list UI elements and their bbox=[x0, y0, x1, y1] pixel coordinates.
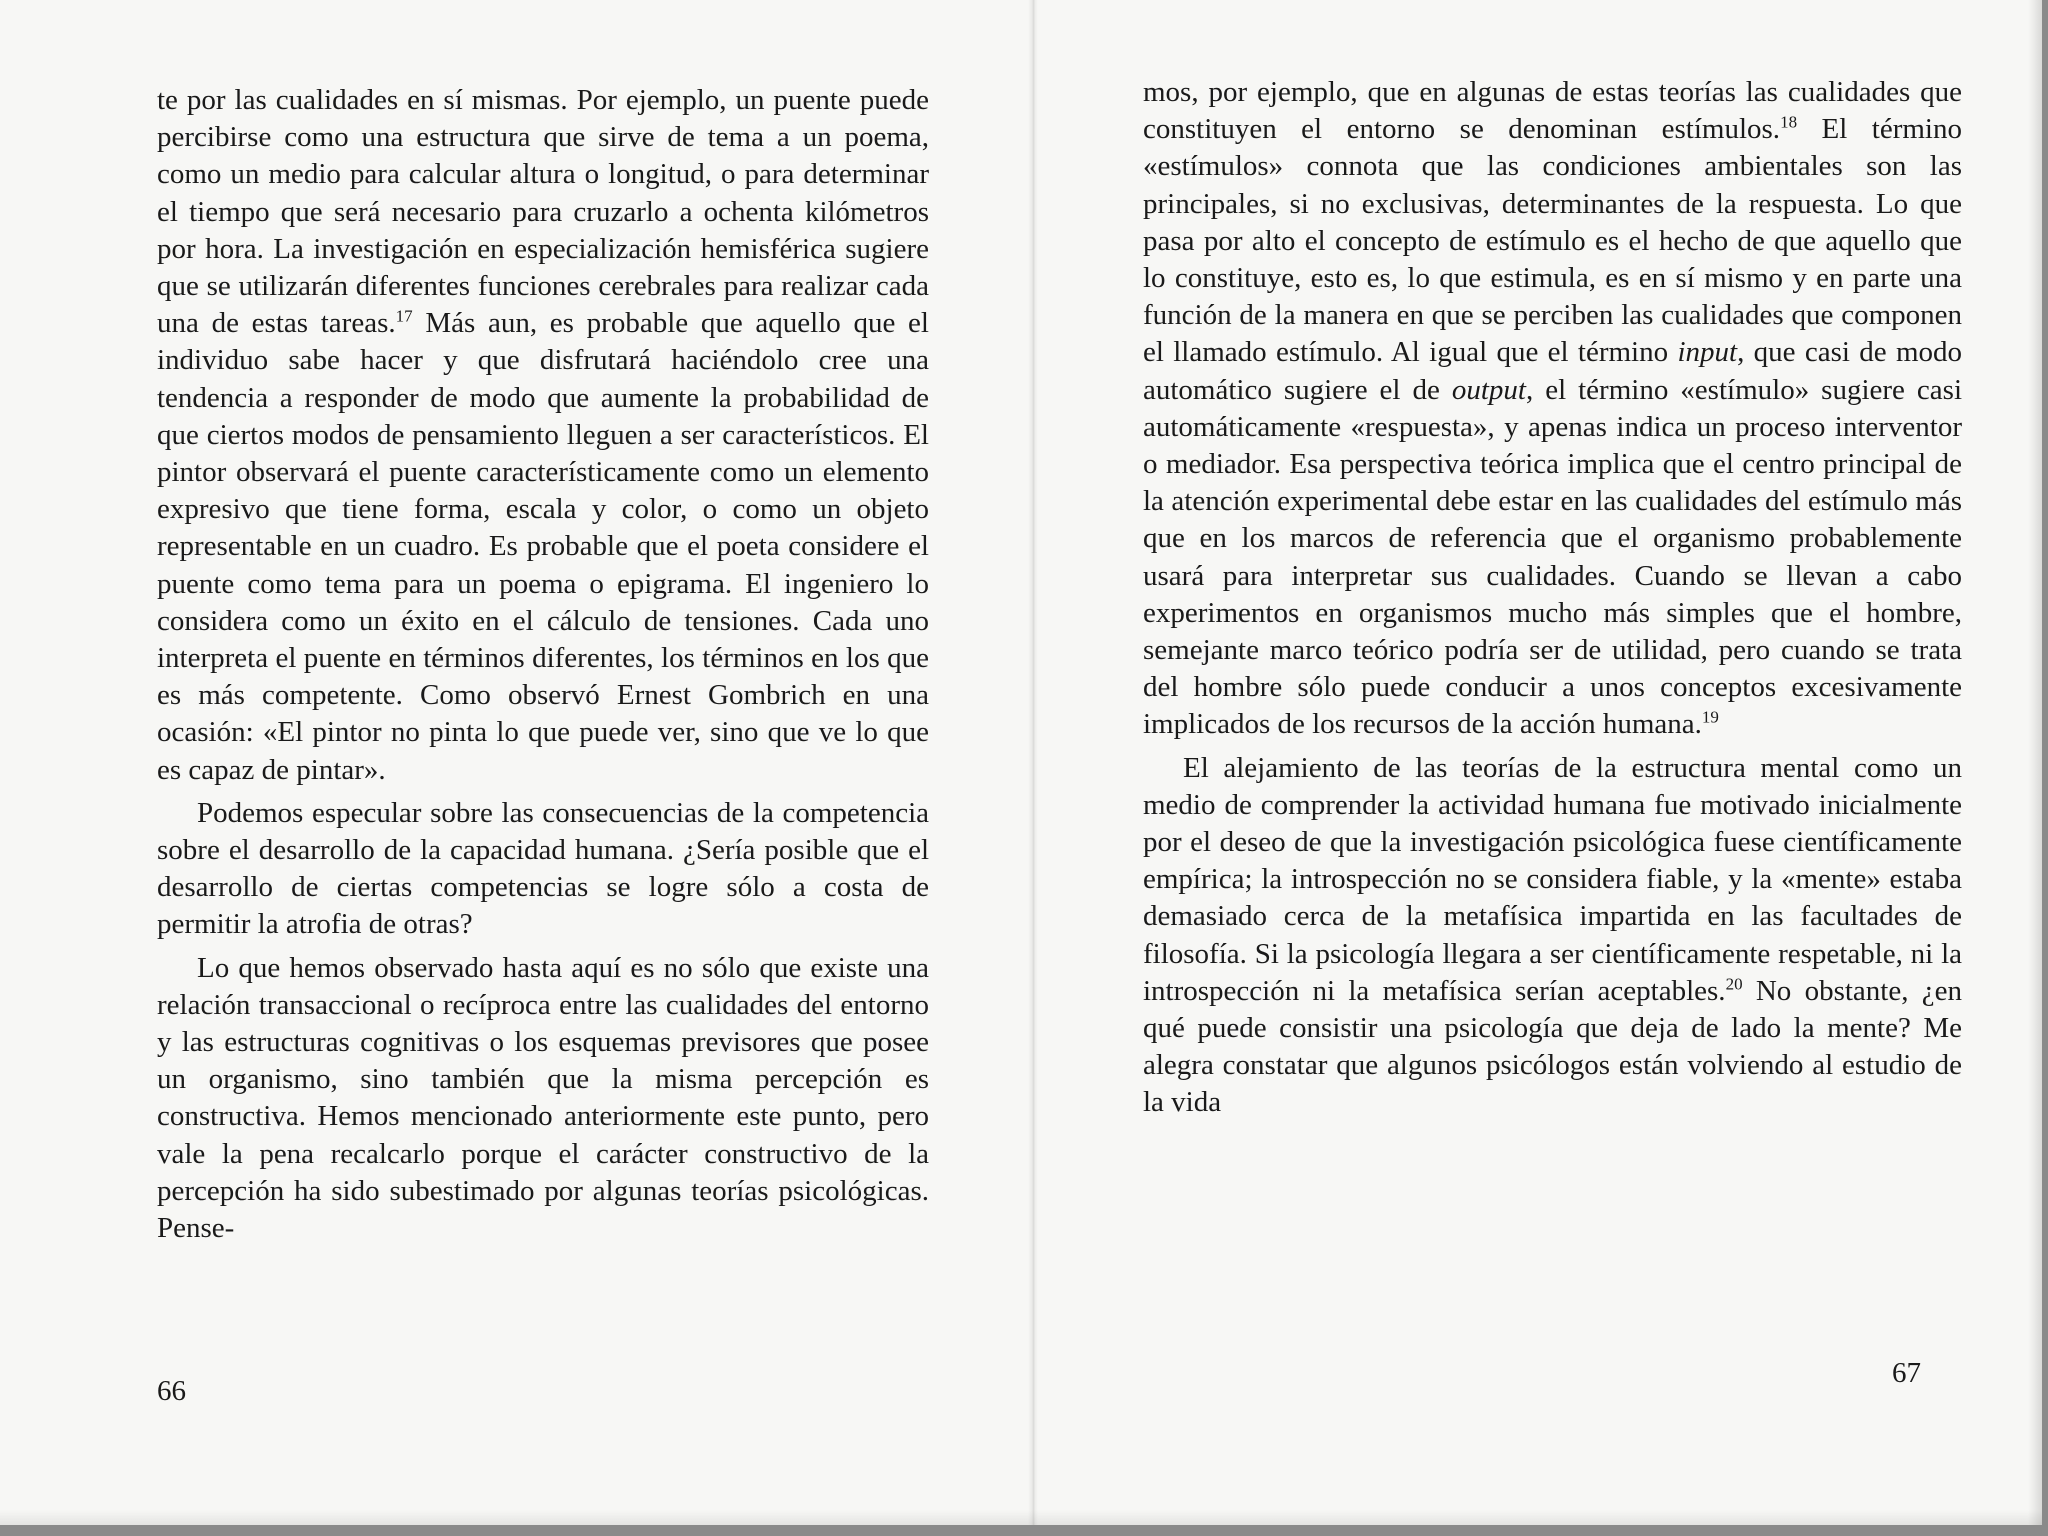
text-run: , que casi de modo automático sugiere el de bbox=[1143, 336, 1963, 406]
text-run: Más aun, es probable que aquello que el individuo sabe hacer y que disfrutará haciéndolo cree una tendencia a responder de modo que aumente la probabilidad de que ciertos modos de pensamiento lleguen a ser característicos. El pintor observará el puente característicamente como un elemento expresivo que tiene forma, escala y color, o como un objeto representable en un cuadro. Es probable que el poeta considere el puente como tema para un poema o epigrama. El ingeniero lo considera como un éxito en el cálculo de tensiones. Cada uno interpreta el puente en términos diferentes, los términos en los que es más competente. Como observó Ernest Gombrich en una ocasión: «El pintor no pinta lo que puede ver, sino que ve lo que es capaz de pintar». bbox=[157, 307, 929, 786]
text-run: El alejamiento de las teorías de la estructura mental como un medio de comprender la actividad humana fue motivado inicialmente por el deseo de que la investigación psicológica fuese científicamente empírica; la introspección no se considera fiable, y la «mente» estaba demasiado cerca de la metafísica impartida en las facultades de filosofía. Si la psicología llegara a ser científicamente respetable, ni la introspección ni la metafísica serían aceptables. bbox=[1143, 751, 1962, 1007]
paragraph bbox=[157, 82, 929, 789]
footnote-marker: 18 bbox=[1780, 112, 1798, 132]
text-run: Lo que hemos observado hasta aquí es no sólo que existe una relación transaccional o recíproca entre las cualidades del entorno y las estructuras cognitivas o los esquemas previsores que posee un organismo, sino también que la misma percepción es constructiva. Hemos mencionado anteriormente este punto, pero vale la pena recalcarlo porque el carácter constructivo de la percepción ha sido subestimado por algunas teorías psicológicas. Pense- bbox=[157, 951, 929, 1245]
bottom-edge-shadow bbox=[0, 1510, 2042, 1525]
left-page-number: 66 bbox=[157, 1375, 186, 1407]
paragraph bbox=[157, 795, 929, 944]
paragraph bbox=[1143, 74, 1962, 744]
italic-term: input bbox=[1677, 336, 1738, 369]
text-run: No obstante, ¿en qué puede consistir una psicología que deja de lado la mente? Me alegra constatar que algunos psicólogos están volviendo al estudio de la vida bbox=[1143, 974, 1962, 1119]
right-page-text bbox=[1143, 74, 1962, 1122]
italic-term: output bbox=[1451, 373, 1526, 406]
left-page-text bbox=[157, 82, 929, 1247]
footnote-marker: 19 bbox=[1701, 707, 1719, 727]
text-run: , el término «estímulo» sugiere casi automáticamente «respuesta», y apenas indica un proceso interventor o mediador. Esa perspectiva teórica implica que el centro principal de la atención experimental debe estar en las cualidades del estímulo más que en los marcos de referencia que el organismo probablemente usará para interpretar sus cualidades. Cuando se llevan a cabo experimentos en organismos mucho más simples que el hombre, semejante marco teórico podría ser de utilidad, pero cuando se trata del hombre sólo puede conducir a unos conceptos excesivamente implicados de los recursos de la acción humana. bbox=[1143, 373, 1963, 741]
page-edge-shadow bbox=[2028, 0, 2042, 1525]
text-run: Podemos especular sobre las consecuencias de la competencia sobre el desarrollo de la capacidad humana. ¿Sería posible que el desarrollo de ciertas competencias se logre sólo a costa de permitir la atrofia de otras? bbox=[157, 796, 929, 941]
paragraph bbox=[157, 950, 929, 1248]
footnote-marker: 17 bbox=[395, 306, 413, 326]
left-page bbox=[0, 0, 1028, 1525]
text-run: te por las cualidades en sí mismas. Por ejemplo, un puente puede percibirse como una estructura que sirve de tema a un poema, como un medio para calcular altura o longitud, o para determinar el tiempo que será necesario para cruzarlo a ochenta kilómetros por hora. La investigación en especialización hemisférica sugiere que se utilizarán diferentes funciones cerebrales para realizar cada una de estas tareas. bbox=[157, 84, 929, 340]
footnote-marker: 20 bbox=[1725, 974, 1743, 994]
right-page bbox=[1038, 0, 2028, 1525]
text-run: mos, por ejemplo, que en algunas de estas teorías las cualidades que constituyen el entorno se denominan estímulos. bbox=[1143, 76, 1962, 146]
right-page-number: 67 bbox=[1892, 1357, 1921, 1389]
text-run: El término «estímulos» connota que las condiciones ambientales son las principales, si no exclusivas, determinantes de la respuesta. Lo que pasa por alto el concepto de estímulo es el hecho de que aquello que lo constituye, esto es, lo que estimula, es en sí mismo y en parte una función de la manera en que se perciben las cualidades que componen el llamado estímulo. Al igual que el término bbox=[1143, 113, 1962, 369]
paragraph bbox=[1143, 750, 1962, 1122]
book-gutter bbox=[1028, 0, 1038, 1525]
